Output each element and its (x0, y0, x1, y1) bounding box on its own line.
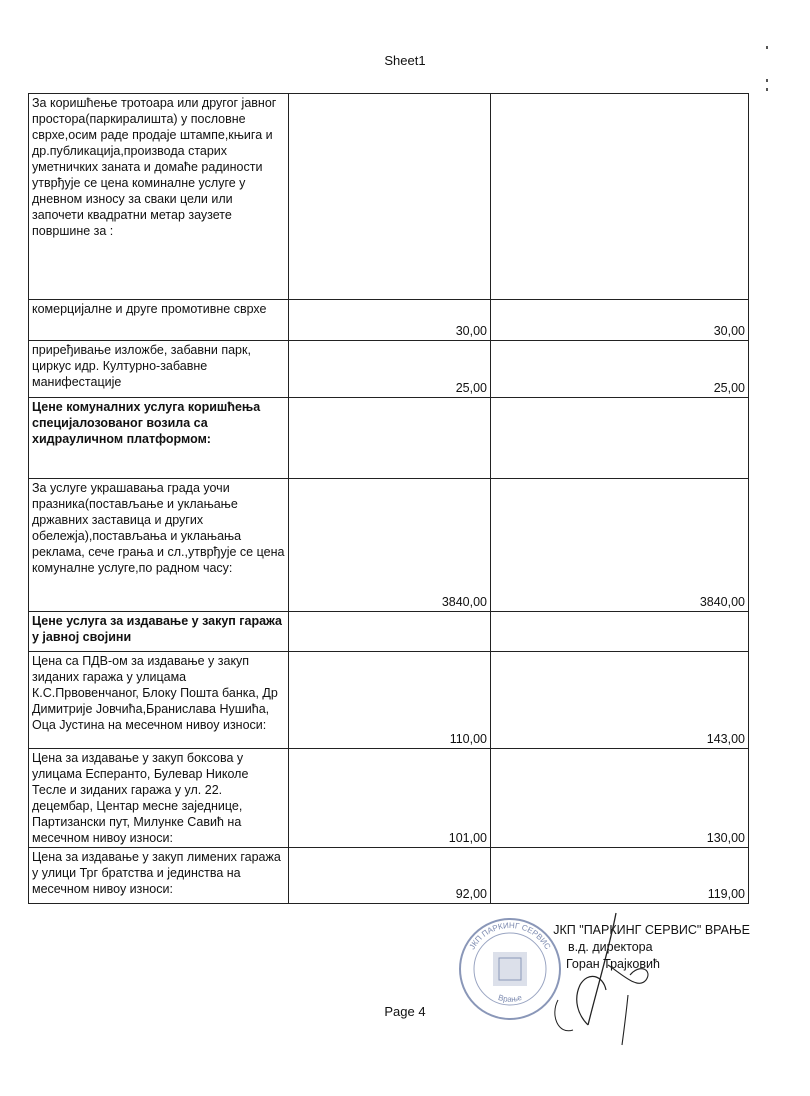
row-value-2 (491, 398, 749, 479)
table-row (29, 398, 749, 479)
row-value-2: 143,00 (491, 652, 749, 749)
row-label: комерцијалне и друге промотивне сврхе (29, 300, 289, 341)
table-row (29, 652, 749, 749)
scan-mark (766, 79, 768, 82)
page-number: Page 4 (384, 1004, 426, 1019)
handwritten-signature (528, 905, 708, 1055)
signatory-name: Горан Трајковић (566, 957, 660, 971)
sheet-title: Sheet1 (384, 53, 426, 68)
price-table (28, 93, 749, 904)
svg-text:Врање (497, 993, 523, 1004)
section-heading: Цене услуга за издавање у закуп гаража у јавној својини (29, 612, 289, 652)
row-value-1: 110,00 (289, 652, 491, 749)
table-row (29, 94, 749, 300)
table-row (29, 300, 749, 341)
company-name: ЈКП "ПАРКИНГ СЕРВИС" ВРАЊЕ (553, 923, 750, 937)
scan-mark (766, 88, 768, 91)
row-label: приређивање изложбе, забавни парк, циркус идр. Културно-забавне манифестације (29, 341, 289, 398)
row-value-1: 30,00 (289, 300, 491, 341)
table-row (29, 612, 749, 652)
row-value-1 (289, 94, 491, 300)
row-value-1: 92,00 (289, 848, 491, 904)
scan-mark (766, 46, 768, 49)
row-value-1: 101,00 (289, 749, 491, 848)
table-row (29, 848, 749, 904)
row-label: За коришћење тротоара или другог јавног простора(паркиралишта) у пословне сврхе,осим раде продаје штампе,књига и др.публикација,производа старих уметничких заната и домаће радиности утврђује се цена коминалне услуге у дневном износу за сваки цели или започети квадратни метар заузете површине за : (29, 94, 289, 300)
table-row (29, 749, 749, 848)
row-value-1: 25,00 (289, 341, 491, 398)
row-value-2 (491, 612, 749, 652)
row-label: Цена за издавање у закуп лимених гаража у улици Трг братства и јединства на месечном нивоу износи: (29, 848, 289, 904)
section-heading: Цене комуналних услуга коришћења специјалозованог возила са хидрауличном платформом: (29, 398, 289, 479)
row-value-2: 3840,00 (491, 479, 749, 612)
stamp-text-top: ЈКП ПАРКИНГ СЕРВИС (467, 920, 553, 952)
table-row (29, 479, 749, 612)
row-label: За услуге украшавања града уочи празника(постављање и уклањање државних заставица и других обележја),постављања и уклањања реклама, сече грања и сл.,утврђује се цена комуналне услуге,по радном часу: (29, 479, 289, 612)
row-value-1: 3840,00 (289, 479, 491, 612)
table-row (29, 341, 749, 398)
row-value-2: 25,00 (491, 341, 749, 398)
signatory-role: в.д. директора (568, 940, 653, 954)
row-value-1 (289, 398, 491, 479)
row-label: Цена за издавање у закуп боксова у улицама Есперанто, Булевар Николе Тесле и зиданих гаража у ул. 22. децембар, Центар месне заједнице, Партизански пут, Милунке Савић на месечном нивоу износи: (29, 749, 289, 848)
row-label: Цена са ПДВ-ом за издавање у закуп зиданих гаража у улицама К.С.Првовенчаног, Блоку Пошта банка, Др Димитрије Јовчића,Бранислава Нушића, Оца Јустина на месечном нивоу износи: (29, 652, 289, 749)
row-value-2: 119,00 (491, 848, 749, 904)
row-value-1 (289, 612, 491, 652)
row-value-2 (491, 94, 749, 300)
stamp-text-bottom: Врање (497, 992, 523, 1004)
row-value-2: 30,00 (491, 300, 749, 341)
row-value-2: 130,00 (491, 749, 749, 848)
